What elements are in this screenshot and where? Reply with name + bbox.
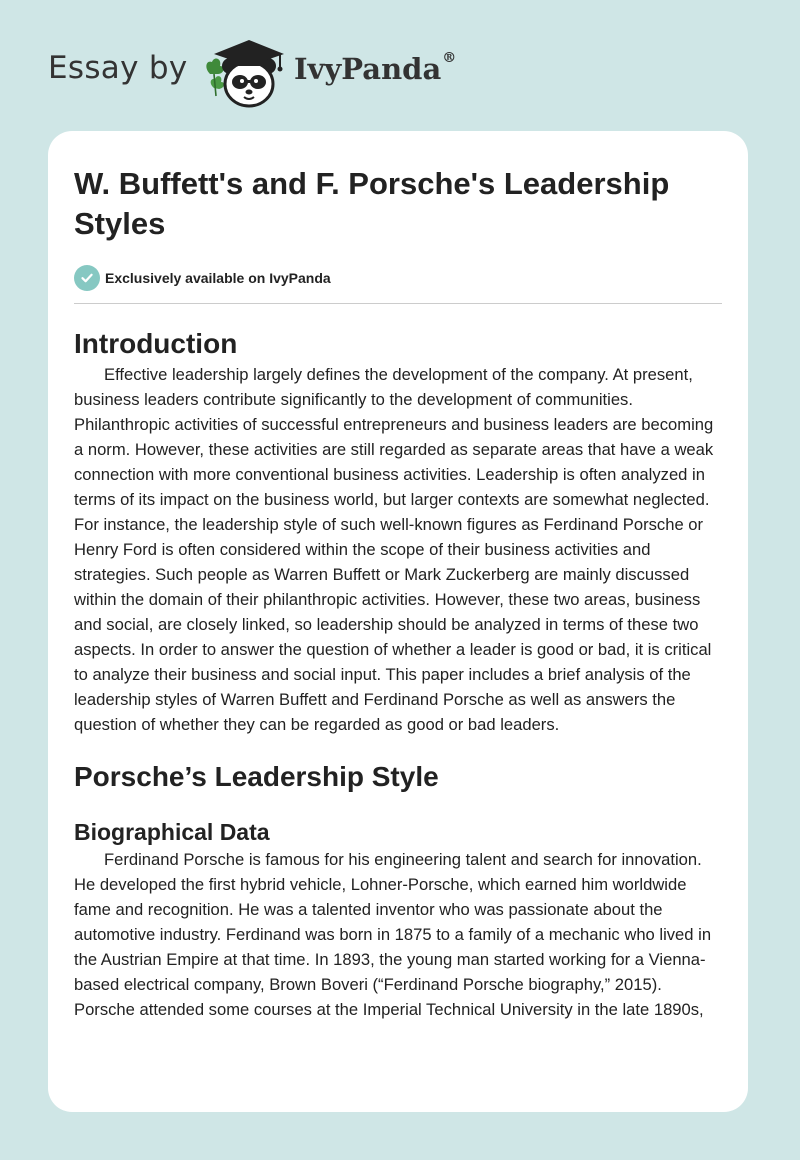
section-heading-porsche-leadership: Porsche’s Leadership Style <box>74 761 439 792</box>
panda-graduate-icon[interactable] <box>200 34 288 110</box>
essay-by-label: Essay by <box>48 50 188 86</box>
check-icon <box>74 265 100 291</box>
site-header <box>0 0 800 130</box>
essay-title: W. Buffett's and F. Porsche's Leadership Styles <box>74 166 670 241</box>
essay-content <box>74 164 724 1022</box>
section-heading-introduction: Introduction <box>74 328 238 359</box>
exclusive-label: Exclusively available on IvyPanda <box>105 270 331 286</box>
biographical-paragraph: Ferdinand Porsche is famous for his engineering talent and search for innovation. He developed the first hybrid vehicle, Lohner-Porsche, which earned him worldwide fame and recognition. He was a talented inventor who was passionate about the automotive industry. Ferdinand was born in 1875 to a family of a mechanic who lived in the Austrian Empire at that time. In 1893, the young man started working for a Vienna-based electrical company, Brown Boveri (“Ferdinand Porsche biography,” 2015). Porsche attended some courses at the Imperial Technical University in the late 1890s, <box>74 850 712 1019</box>
introduction-paragraph: Effective leadership largely defines the development of the company. At present, business leaders contribute significantly to the development of communities. Philanthropic activities of successful entrepreneurs and business leaders are becoming a norm. However, these activities are still regarded as separate areas that have a weak connection with more conventional business activities. Leadership is often analyzed in terms of its impact on the business world, but larger contexts are somewhat neglected. For instance, the leadership style of such well-known figures as Ferdinand Porsche or Henry Ford is often considered within the scope of their business activities and strategies. Such people as Warren Buffett or Mark Zuckerberg are mainly discussed within the domain of their philanthropic activities. However, these two areas, business and social, are closely linked, so leadership should be analyzed in terms of these two aspects. In order to answer the question of whether a leader is good or bad, it is critical to analyze their business and social input. This paper includes a brief analysis of the leadership styles of Warren Buffett and Ferdinand Porsche as well as answers the question of whether they can be regarded as good or bad leaders. <box>74 365 714 734</box>
brand-name[interactable] <box>294 52 456 86</box>
registered-mark: ® <box>442 50 457 66</box>
title-divider <box>74 303 722 304</box>
essay-card <box>48 131 748 1112</box>
brand-name-text: IvyPanda <box>294 52 442 86</box>
subsection-heading-biographical-data: Biographical Data <box>74 819 270 845</box>
exclusive-badge <box>74 265 724 291</box>
